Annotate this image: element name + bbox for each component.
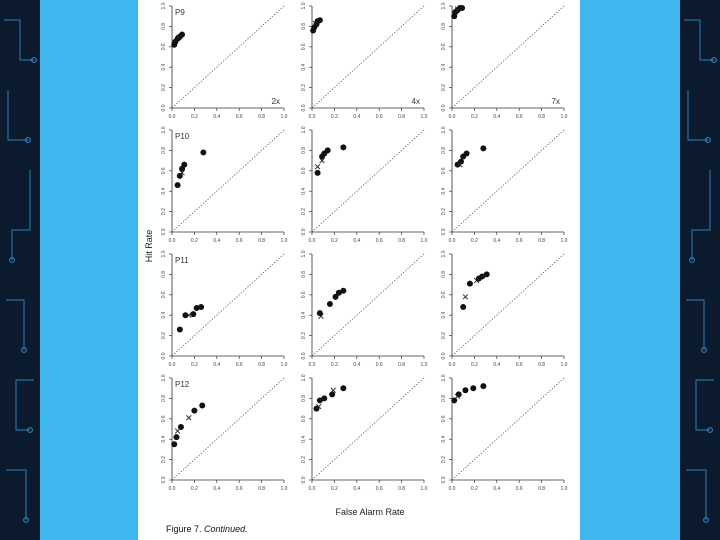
x-tick-label: 0.4 <box>493 238 501 244</box>
circuit-trace <box>692 170 710 260</box>
circuit-trace <box>696 380 714 430</box>
x-tick-label: 0.8 <box>258 114 266 120</box>
x-tick-label: 0.6 <box>515 114 523 120</box>
y-tick-label: 1.0 <box>301 374 307 382</box>
data-point <box>340 385 346 391</box>
x-tick-label: 1.0 <box>420 238 428 244</box>
roc-panel <box>301 250 428 368</box>
x-tick-label: 0.2 <box>330 114 338 120</box>
y-tick-label: 0.2 <box>441 84 447 92</box>
chance-diagonal <box>172 6 284 108</box>
caption-label: Figure 7. <box>166 524 202 534</box>
y-tick-label: 0.2 <box>161 332 167 340</box>
y-tick-label: 0.0 <box>301 104 307 112</box>
data-point <box>182 312 188 318</box>
x-tick-label: 1.0 <box>280 238 288 244</box>
x-tick-label: 1.0 <box>560 238 568 244</box>
y-tick-label: 0.6 <box>441 291 447 299</box>
circuit-trace <box>4 20 34 60</box>
y-tick-label: 0.2 <box>301 84 307 92</box>
data-point <box>191 408 197 414</box>
x-tick-label: 1.0 <box>280 486 288 492</box>
y-tick-label: 0.6 <box>161 415 167 423</box>
y-tick-label: 0.4 <box>301 187 307 195</box>
x-tick-label: 0.0 <box>308 238 316 244</box>
y-tick-label: 0.8 <box>301 22 307 30</box>
x-tick-label: 0.6 <box>235 486 243 492</box>
x-tick-label: 0.0 <box>168 238 176 244</box>
y-tick-label: 0.0 <box>441 228 447 236</box>
cross-marker <box>186 415 191 420</box>
y-tick-label: 0.8 <box>441 394 447 402</box>
data-point <box>175 182 181 188</box>
data-point <box>467 281 473 287</box>
data-point <box>177 326 183 332</box>
x-tick-label: 0.2 <box>470 486 478 492</box>
x-tick-label: 0.4 <box>493 362 501 368</box>
circuit-trace <box>12 170 30 260</box>
data-point <box>451 397 457 403</box>
roc-panel-grid <box>138 0 580 540</box>
y-tick-label: 0.8 <box>161 394 167 402</box>
roc-panel <box>441 374 568 492</box>
y-tick-label: 0.0 <box>161 476 167 484</box>
y-tick-label: 0.6 <box>441 167 447 175</box>
y-tick-label: 1.0 <box>441 250 447 258</box>
y-tick-label: 0.2 <box>301 208 307 216</box>
x-tick-label: 0.6 <box>375 238 383 244</box>
x-tick-label: 0.4 <box>353 486 361 492</box>
cross-marker <box>175 429 180 434</box>
data-point <box>317 17 323 23</box>
y-tick-label: 0.2 <box>441 332 447 340</box>
x-tick-label: 0.2 <box>330 238 338 244</box>
data-point <box>340 144 346 150</box>
x-tick-label: 0.0 <box>168 486 176 492</box>
x-tick-label: 0.2 <box>470 114 478 120</box>
data-point <box>178 424 184 430</box>
y-tick-label: 0.6 <box>301 167 307 175</box>
y-tick-label: 0.6 <box>301 291 307 299</box>
y-tick-label: 0.2 <box>161 84 167 92</box>
panels-layer <box>161 2 568 492</box>
y-tick-label: 0.8 <box>441 270 447 278</box>
y-tick-label: 0.4 <box>441 435 447 443</box>
y-tick-label: 0.4 <box>161 311 167 319</box>
circuit-pattern <box>680 0 720 540</box>
y-tick-label: 0.2 <box>301 456 307 464</box>
data-point <box>315 170 321 176</box>
y-tick-label: 0.6 <box>161 43 167 51</box>
row-label: P11 <box>175 256 189 265</box>
chance-diagonal <box>452 254 564 356</box>
data-point <box>456 391 462 397</box>
data-point <box>190 311 196 317</box>
x-tick-label: 0.6 <box>515 362 523 368</box>
column-label: 2x <box>271 97 280 106</box>
x-tick-label: 0.4 <box>213 486 221 492</box>
data-point <box>459 5 465 11</box>
x-tick-label: 1.0 <box>420 362 428 368</box>
x-tick-label: 1.0 <box>560 114 568 120</box>
x-tick-label: 1.0 <box>560 486 568 492</box>
y-tick-label: 0.6 <box>301 415 307 423</box>
circuit-pattern <box>0 0 40 540</box>
x-axis-label: False Alarm Rate <box>335 507 405 517</box>
x-tick-label: 0.2 <box>330 362 338 368</box>
y-tick-label: 0.6 <box>161 291 167 299</box>
y-tick-label: 0.8 <box>301 270 307 278</box>
y-tick-label: 1.0 <box>301 250 307 258</box>
circuit-board-left <box>0 0 40 540</box>
x-tick-label: 0.6 <box>375 362 383 368</box>
y-tick-label: 0.8 <box>161 270 167 278</box>
x-tick-label: 0.8 <box>398 486 406 492</box>
x-tick-label: 0.8 <box>258 238 266 244</box>
y-tick-label: 1.0 <box>441 2 447 10</box>
roc-panel <box>161 2 288 120</box>
circuit-trace <box>6 300 24 350</box>
roc-panel <box>301 2 428 120</box>
row-label: P9 <box>175 8 185 17</box>
y-tick-label: 0.4 <box>301 435 307 443</box>
x-tick-label: 0.4 <box>353 114 361 120</box>
data-point <box>200 149 206 155</box>
column-label: 4x <box>411 97 420 106</box>
x-tick-label: 0.2 <box>330 486 338 492</box>
row-label: P12 <box>175 380 190 389</box>
x-tick-label: 0.0 <box>448 486 456 492</box>
row-label: P10 <box>175 132 190 141</box>
circuit-trace <box>8 90 28 140</box>
y-tick-label: 0.4 <box>301 311 307 319</box>
x-tick-label: 0.6 <box>235 114 243 120</box>
y-tick-label: 0.2 <box>161 456 167 464</box>
data-point <box>470 385 476 391</box>
y-tick-label: 0.6 <box>441 415 447 423</box>
x-tick-label: 0.6 <box>375 114 383 120</box>
data-point <box>198 304 204 310</box>
roc-panel <box>161 126 288 244</box>
y-tick-label: 1.0 <box>441 374 447 382</box>
chance-diagonal <box>452 378 564 480</box>
y-tick-label: 0.0 <box>301 352 307 360</box>
x-tick-label: 0.8 <box>538 362 546 368</box>
y-tick-label: 0.4 <box>161 63 167 71</box>
x-tick-label: 0.2 <box>190 486 198 492</box>
x-tick-label: 0.8 <box>538 238 546 244</box>
data-point <box>325 147 331 153</box>
chance-diagonal <box>452 130 564 232</box>
x-tick-label: 0.8 <box>258 486 266 492</box>
y-tick-label: 0.0 <box>441 476 447 484</box>
x-tick-label: 0.4 <box>213 238 221 244</box>
figure-page <box>138 0 580 540</box>
x-tick-label: 0.4 <box>213 114 221 120</box>
x-tick-label: 0.0 <box>308 362 316 368</box>
data-point <box>171 441 177 447</box>
x-tick-label: 0.0 <box>448 238 456 244</box>
y-tick-label: 1.0 <box>161 126 167 134</box>
circuit-trace <box>6 470 26 520</box>
y-tick-label: 0.8 <box>441 22 447 30</box>
y-tick-label: 0.2 <box>161 208 167 216</box>
y-tick-label: 1.0 <box>441 126 447 134</box>
circuit-trace <box>684 20 714 60</box>
y-tick-label: 0.0 <box>161 228 167 236</box>
column-label: 7x <box>551 97 560 106</box>
y-tick-label: 1.0 <box>161 250 167 258</box>
y-tick-label: 0.2 <box>301 332 307 340</box>
chance-diagonal <box>312 378 424 480</box>
y-tick-label: 0.4 <box>161 187 167 195</box>
roc-panel <box>161 374 288 492</box>
y-tick-label: 0.0 <box>441 352 447 360</box>
x-tick-label: 0.6 <box>235 238 243 244</box>
data-point <box>340 288 346 294</box>
x-tick-label: 0.2 <box>470 238 478 244</box>
data-point <box>181 162 187 168</box>
y-tick-label: 0.6 <box>441 43 447 51</box>
y-tick-label: 0.0 <box>301 476 307 484</box>
roc-panel <box>441 126 568 244</box>
y-tick-label: 0.4 <box>161 435 167 443</box>
y-tick-label: 0.0 <box>301 228 307 236</box>
x-tick-label: 0.4 <box>493 486 501 492</box>
data-point <box>484 271 490 277</box>
data-point <box>173 434 179 440</box>
x-tick-label: 1.0 <box>420 114 428 120</box>
x-tick-label: 1.0 <box>280 114 288 120</box>
y-tick-label: 0.0 <box>441 104 447 112</box>
y-axis-label: Hit Rate <box>144 229 154 263</box>
roc-panel <box>301 374 428 492</box>
x-tick-label: 0.6 <box>235 362 243 368</box>
circuit-trace <box>16 380 34 430</box>
y-tick-label: 1.0 <box>161 374 167 382</box>
chance-diagonal <box>172 378 284 480</box>
x-tick-label: 0.4 <box>213 362 221 368</box>
y-tick-label: 0.8 <box>301 394 307 402</box>
y-tick-label: 0.4 <box>441 187 447 195</box>
data-point <box>480 383 486 389</box>
roc-panel <box>301 126 428 244</box>
circuit-trace <box>688 90 708 140</box>
x-tick-label: 0.2 <box>190 362 198 368</box>
x-tick-label: 0.0 <box>308 114 316 120</box>
y-tick-label: 0.6 <box>161 167 167 175</box>
chance-diagonal <box>452 6 564 108</box>
cross-marker <box>463 294 468 299</box>
circuit-trace <box>686 300 704 350</box>
data-point <box>464 150 470 156</box>
data-point <box>327 301 333 307</box>
data-point <box>177 173 183 179</box>
x-tick-label: 0.2 <box>190 238 198 244</box>
x-tick-label: 0.0 <box>448 362 456 368</box>
x-tick-label: 0.6 <box>515 486 523 492</box>
x-tick-label: 0.4 <box>353 362 361 368</box>
y-tick-label: 0.4 <box>441 311 447 319</box>
y-tick-label: 0.2 <box>441 208 447 216</box>
x-tick-label: 0.8 <box>258 362 266 368</box>
y-tick-label: 1.0 <box>301 2 307 10</box>
x-tick-label: 0.0 <box>168 362 176 368</box>
x-tick-label: 1.0 <box>560 362 568 368</box>
y-tick-label: 0.0 <box>161 104 167 112</box>
y-tick-label: 0.8 <box>441 146 447 154</box>
x-tick-label: 0.4 <box>353 238 361 244</box>
x-tick-label: 0.0 <box>308 486 316 492</box>
roc-panel <box>441 2 568 120</box>
chance-diagonal <box>172 254 284 356</box>
x-tick-label: 0.0 <box>168 114 176 120</box>
x-tick-label: 0.8 <box>398 238 406 244</box>
x-tick-label: 0.6 <box>375 486 383 492</box>
x-tick-label: 0.4 <box>493 114 501 120</box>
x-tick-label: 0.0 <box>448 114 456 120</box>
y-tick-label: 0.8 <box>161 22 167 30</box>
y-tick-label: 0.8 <box>301 146 307 154</box>
y-tick-label: 0.2 <box>441 456 447 464</box>
chance-diagonal <box>312 6 424 108</box>
y-tick-label: 0.8 <box>161 146 167 154</box>
chance-diagonal <box>312 130 424 232</box>
x-tick-label: 0.8 <box>538 114 546 120</box>
x-tick-label: 1.0 <box>280 362 288 368</box>
data-point <box>199 403 205 409</box>
y-tick-label: 0.4 <box>301 63 307 71</box>
data-point <box>480 145 486 151</box>
roc-panel <box>441 250 568 368</box>
x-tick-label: 1.0 <box>420 486 428 492</box>
circuit-trace <box>686 470 706 520</box>
cross-marker <box>315 164 320 169</box>
y-tick-label: 0.0 <box>161 352 167 360</box>
x-tick-label: 0.2 <box>470 362 478 368</box>
data-point <box>329 391 335 397</box>
chance-diagonal <box>172 130 284 232</box>
circuit-board-right <box>680 0 720 540</box>
x-tick-label: 0.2 <box>190 114 198 120</box>
data-point <box>462 387 468 393</box>
data-point <box>460 304 466 310</box>
x-tick-label: 0.8 <box>398 362 406 368</box>
x-tick-label: 0.8 <box>398 114 406 120</box>
x-tick-label: 0.6 <box>515 238 523 244</box>
x-tick-label: 0.8 <box>538 486 546 492</box>
caption-text: Continued. <box>204 524 248 534</box>
data-point <box>321 395 327 401</box>
roc-panel <box>161 250 288 368</box>
y-tick-label: 0.6 <box>301 43 307 51</box>
y-tick-label: 0.4 <box>441 63 447 71</box>
y-tick-label: 1.0 <box>301 126 307 134</box>
y-tick-label: 1.0 <box>161 2 167 10</box>
figure-caption <box>166 524 248 534</box>
